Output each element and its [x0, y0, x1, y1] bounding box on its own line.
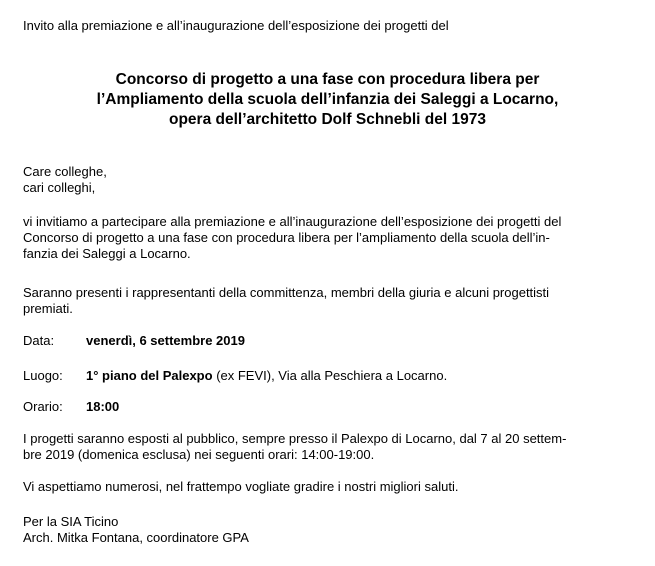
- detail-time: [23, 399, 119, 415]
- paragraph-line: I progetti saranno esposti al pubblico, sempre presso il Palexpo di Locarno, dal 7 al 20 settem-: [23, 431, 567, 446]
- signature: [23, 514, 638, 546]
- place-value-rest: (ex FEVI), Via alla Peschiera a Locarno.: [212, 368, 448, 383]
- paragraph-line: Saranno presenti i rappresentanti della committenza, membri della giuria e alcuni progettisti: [23, 285, 550, 300]
- paragraph-line: premiati.: [23, 301, 73, 316]
- paragraph-line: Vi aspettiamo numerosi, nel frattempo vogliate gradire i nostri migliori saluti.: [23, 479, 459, 494]
- title-line-3: opera dell’architetto Dolf Schnebli del 1973: [169, 111, 486, 128]
- intro-text: Invito alla premiazione e all’inaugurazione dell’esposizione dei progetti del: [23, 18, 449, 33]
- paragraph-line: Concorso di progetto a una fase con procedura libera per l’ampliamento della scuola dell’in-: [23, 230, 550, 245]
- title-line-2: l’Ampliamento della scuola dell’infanzia dei Saleggi a Locarno,: [96, 91, 559, 108]
- salutation: [23, 164, 638, 196]
- place-value-bold: 1° piano del Palexpo: [86, 368, 213, 383]
- paragraph-line: vi invitiamo a partecipare alla premiazione e all’inaugurazione dell’esposizione dei progetti del: [23, 214, 562, 229]
- paragraph-attendees: [23, 285, 638, 317]
- paragraph-exhibition: [23, 431, 638, 463]
- salutation-line-2: cari colleghi,: [23, 180, 96, 195]
- paragraph-invitation: [23, 214, 638, 262]
- time-label: Orario:: [23, 399, 63, 414]
- document-title: [0, 70, 655, 130]
- detail-place: [23, 368, 447, 384]
- paragraph-closing: [23, 479, 638, 495]
- title-line-1: Concorso di progetto a una fase con procedura libera per: [115, 71, 540, 88]
- time-value: 18:00: [86, 399, 120, 414]
- signature-line-1: Per la SIA Ticino: [23, 514, 119, 529]
- salutation-line-1: Care colleghe,: [23, 164, 107, 179]
- paragraph-line: fanzia dei Saleggi a Locarno.: [23, 246, 191, 261]
- paragraph-line: bre 2019 (domenica esclusa) nei seguenti orari: 14:00-19:00.: [23, 447, 375, 462]
- signature-line-2: Arch. Mitka Fontana, coordinatore GPA: [23, 530, 249, 545]
- date-value: venerdì, 6 settembre 2019: [86, 333, 245, 348]
- date-label: Data:: [23, 333, 55, 348]
- detail-date: [23, 333, 245, 349]
- place-label: Luogo:: [23, 368, 63, 383]
